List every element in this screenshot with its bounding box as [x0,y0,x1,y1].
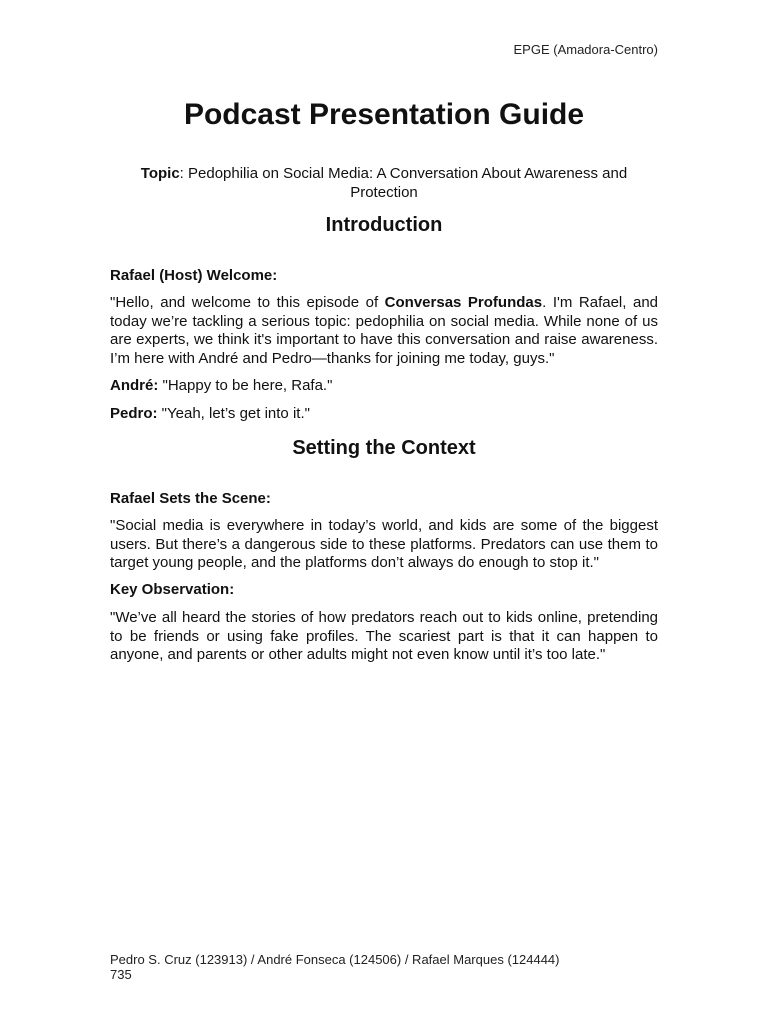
footer-authors: Pedro S. Cruz (123913) / André Fonseca (124506) / Rafael Marques (124444) [110,952,560,967]
welcome-label: Rafael (Host) Welcome: [110,267,278,284]
andre-line [110,377,658,396]
welcome-paragraph [110,294,658,368]
topic-text: : Pedophilia on Social Media: A Conversation About Awareness and Protection [179,165,628,201]
pedro-line [110,405,658,424]
footer-page-number: 735 [110,967,132,982]
topic-label: Topic [140,165,180,182]
section-heading-introduction: Introduction [325,214,443,236]
observation-label: Key Observation: [110,581,235,598]
scene-paragraph: "Social media is everywhere in today’s world, and kids are some of the biggest users. But there’s a dangerous side to these platforms. Predators can use them to target young people, and the platforms don’t always do enough to stop it." [110,517,658,571]
page-title: Podcast Presentation Guide [183,98,585,131]
header-organization: EPGE (Amadora-Centro) [513,42,658,57]
observation-paragraph: "We’ve all heard the stories of how predators reach out to kids online, pretending to be friends or using fake profiles. The scariest part is that it can happen to anyone, and parents or other adults might not even know until it’s too late." [110,609,658,663]
scene-label: Rafael Sets the Scene: [110,490,271,507]
welcome-text-start: "Hello, and welcome to this episode of [110,294,385,311]
welcome-text-end: . I'm Rafael, and today we’re tackling a serious topic: pedophilia on social media. While none of us are experts, we think it's important to have this conversation and raise awareness. I’m here with André and Pedro—thanks for joining me today, guys." [110,294,659,367]
section-heading-context: Setting the Context [292,437,476,459]
pedro-label: Pedro: [110,405,158,422]
topic-line [110,164,658,202]
andre-text: "Happy to be here, Rafa." [158,377,333,394]
page-footer [110,952,559,982]
podcast-name: Conversas Profundas [384,294,543,311]
pedro-text: "Yeah, let’s get into it." [157,405,310,422]
andre-label: André: [110,377,159,394]
